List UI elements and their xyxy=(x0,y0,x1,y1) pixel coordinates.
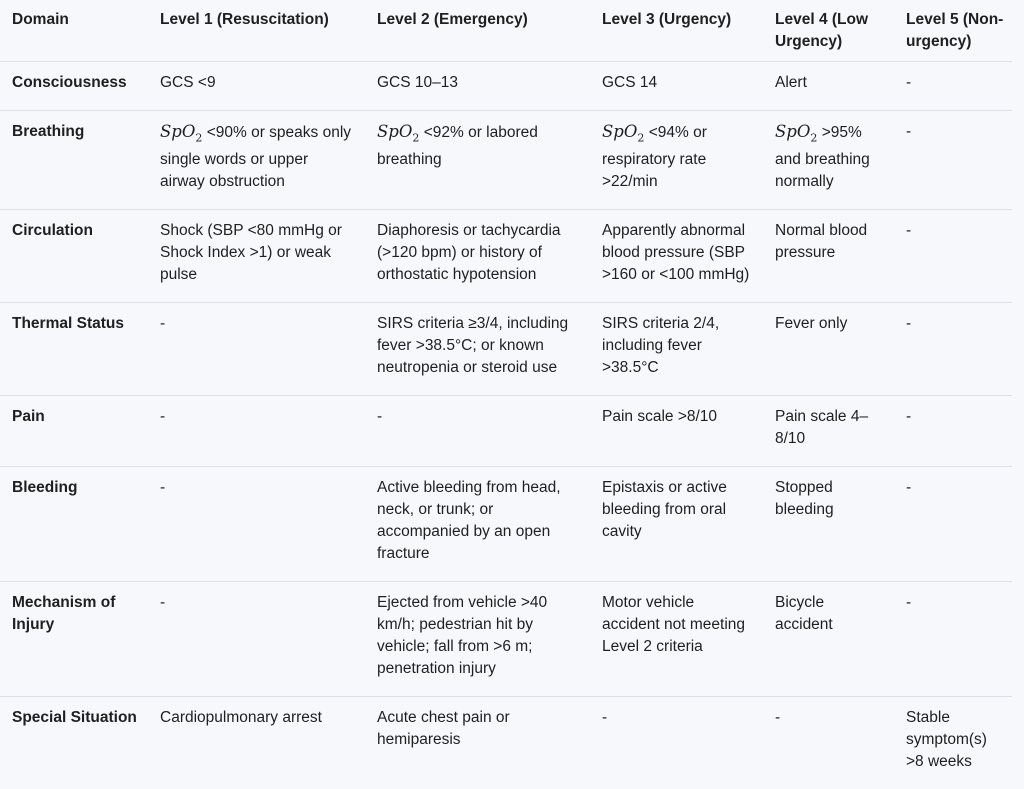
cell-text: - xyxy=(906,123,911,140)
header-level-4: Level 4 (Low Urgency) xyxy=(763,0,894,62)
level-4-cell xyxy=(763,210,894,303)
spo2-subscript: 2 xyxy=(810,131,817,144)
spo2-symbol xyxy=(377,122,419,141)
level-1-cell xyxy=(148,62,365,111)
level-2-cell xyxy=(365,62,590,111)
cell-text: Cardiopulmonary arrest xyxy=(160,709,322,726)
level-1-cell xyxy=(148,697,365,789)
table-body xyxy=(0,62,1012,789)
table-row xyxy=(0,210,1012,303)
domain-cell: Thermal Status xyxy=(0,303,148,396)
cell-text: <92% or labored breathing xyxy=(377,124,538,168)
spo2-symbol xyxy=(160,122,202,141)
level-3-cell xyxy=(590,697,763,789)
table-header xyxy=(0,0,1012,62)
domain-cell: Pain xyxy=(0,396,148,467)
cell-text: >95% and breathing normally xyxy=(775,124,870,190)
cell-text: GCS <9 xyxy=(160,74,216,91)
level-3-cell xyxy=(590,396,763,467)
cell-text: Diaphoresis or tachycardia (>120 bpm) or history of orthostatic hypotension xyxy=(377,222,561,283)
level-2-cell xyxy=(365,111,590,210)
level-5-cell xyxy=(894,467,1012,582)
cell-text: - xyxy=(906,74,911,91)
cell-text: - xyxy=(160,315,165,332)
level-5-cell xyxy=(894,62,1012,111)
level-1-cell xyxy=(148,396,365,467)
level-1-cell xyxy=(148,467,365,582)
spo2-subscript: 2 xyxy=(637,131,644,144)
table-row xyxy=(0,467,1012,582)
cell-text: Shock (SBP <80 mmHg or Shock Index >1) or weak pulse xyxy=(160,222,342,283)
level-5-cell xyxy=(894,210,1012,303)
level-2-cell xyxy=(365,697,590,789)
cell-text: - xyxy=(602,709,607,726)
level-4-cell xyxy=(763,582,894,697)
level-2-cell xyxy=(365,303,590,396)
cell-text: Apparently abnormal blood pressure (SBP >160 or <100 mmHg) xyxy=(602,222,749,283)
level-2-cell xyxy=(365,467,590,582)
cell-text: <94% or respiratory rate >22/min xyxy=(602,124,707,190)
cell-text: <90% or speaks only single words or upper airway obstruction xyxy=(160,124,351,190)
level-4-cell xyxy=(763,111,894,210)
cell-text: Normal blood pressure xyxy=(775,222,867,261)
table-row xyxy=(0,111,1012,210)
cell-text: - xyxy=(377,408,382,425)
cell-text: Epistaxis or active bleeding from oral cavity xyxy=(602,479,727,540)
level-5-cell xyxy=(894,396,1012,467)
cell-text: - xyxy=(906,408,911,425)
level-3-cell xyxy=(590,467,763,582)
cell-text: Stable symptom(s) >8 weeks xyxy=(906,709,987,770)
cell-text: GCS 10–13 xyxy=(377,74,458,91)
header-row xyxy=(0,0,1012,62)
domain-cell: Circulation xyxy=(0,210,148,303)
level-3-cell xyxy=(590,62,763,111)
spo2-subscript: 2 xyxy=(412,131,419,144)
cell-text: - xyxy=(160,594,165,611)
level-4-cell xyxy=(763,62,894,111)
cell-text: Ejected from vehicle >40 km/h; pedestrian hit by vehicle; fall from >6 m; penetration injury xyxy=(377,594,547,677)
cell-text: - xyxy=(160,408,165,425)
cell-text: Bicycle accident xyxy=(775,594,833,633)
table-row xyxy=(0,303,1012,396)
table-row xyxy=(0,396,1012,467)
cell-text: - xyxy=(906,222,911,239)
level-5-cell xyxy=(894,582,1012,697)
cell-text: Active bleeding from head, neck, or trunk; or accompanied by an open fracture xyxy=(377,479,561,562)
spo2-symbol xyxy=(775,122,817,141)
cell-text: Fever only xyxy=(775,315,847,332)
cell-text: Acute chest pain or hemiparesis xyxy=(377,709,510,748)
header-level-2: Level 2 (Emergency) xyxy=(365,0,590,62)
cell-text: Alert xyxy=(775,74,807,91)
spo2-base: SpO xyxy=(775,122,810,141)
table-row xyxy=(0,582,1012,697)
cell-text: SIRS criteria ≥3/4, including fever >38.5°C; or known neutropenia or steroid use xyxy=(377,315,568,376)
cell-text: - xyxy=(906,315,911,332)
spo2-base: SpO xyxy=(160,122,195,141)
header-level-1: Level 1 (Resuscitation) xyxy=(148,0,365,62)
domain-cell: Breathing xyxy=(0,111,148,210)
cell-text: - xyxy=(160,479,165,496)
cell-text: - xyxy=(906,479,911,496)
table-row xyxy=(0,697,1012,789)
spo2-base: SpO xyxy=(602,122,637,141)
domain-cell: Bleeding xyxy=(0,467,148,582)
header-level-3: Level 3 (Urgency) xyxy=(590,0,763,62)
level-3-cell xyxy=(590,210,763,303)
spo2-subscript: 2 xyxy=(195,131,202,144)
cell-text: - xyxy=(906,594,911,611)
cell-text: GCS 14 xyxy=(602,74,657,91)
level-1-cell xyxy=(148,303,365,396)
spo2-symbol xyxy=(602,122,644,141)
domain-cell: Consciousness xyxy=(0,62,148,111)
spo2-base: SpO xyxy=(377,122,412,141)
domain-cell: Mechanism of Injury xyxy=(0,582,148,697)
level-4-cell xyxy=(763,396,894,467)
cell-text: Stopped bleeding xyxy=(775,479,834,518)
cell-text: SIRS criteria 2/4, including fever >38.5°C xyxy=(602,315,719,376)
level-1-cell xyxy=(148,210,365,303)
level-4-cell xyxy=(763,303,894,396)
cell-text: Pain scale 4–8/10 xyxy=(775,408,868,447)
level-3-cell xyxy=(590,582,763,697)
level-4-cell xyxy=(763,697,894,789)
header-domain: Domain xyxy=(0,0,148,62)
level-1-cell xyxy=(148,582,365,697)
cell-text: - xyxy=(775,709,780,726)
level-3-cell xyxy=(590,303,763,396)
level-2-cell xyxy=(365,396,590,467)
cell-text: Pain scale >8/10 xyxy=(602,408,717,425)
level-2-cell xyxy=(365,210,590,303)
domain-cell: Special Situation xyxy=(0,697,148,789)
level-5-cell xyxy=(894,697,1012,789)
level-4-cell xyxy=(763,467,894,582)
cell-text: Motor vehicle accident not meeting Level 2 criteria xyxy=(602,594,745,655)
level-5-cell xyxy=(894,303,1012,396)
table-row xyxy=(0,62,1012,111)
level-3-cell xyxy=(590,111,763,210)
level-5-cell xyxy=(894,111,1012,210)
level-2-cell xyxy=(365,582,590,697)
header-level-5: Level 5 (Non-urgency) xyxy=(894,0,1012,62)
level-1-cell xyxy=(148,111,365,210)
